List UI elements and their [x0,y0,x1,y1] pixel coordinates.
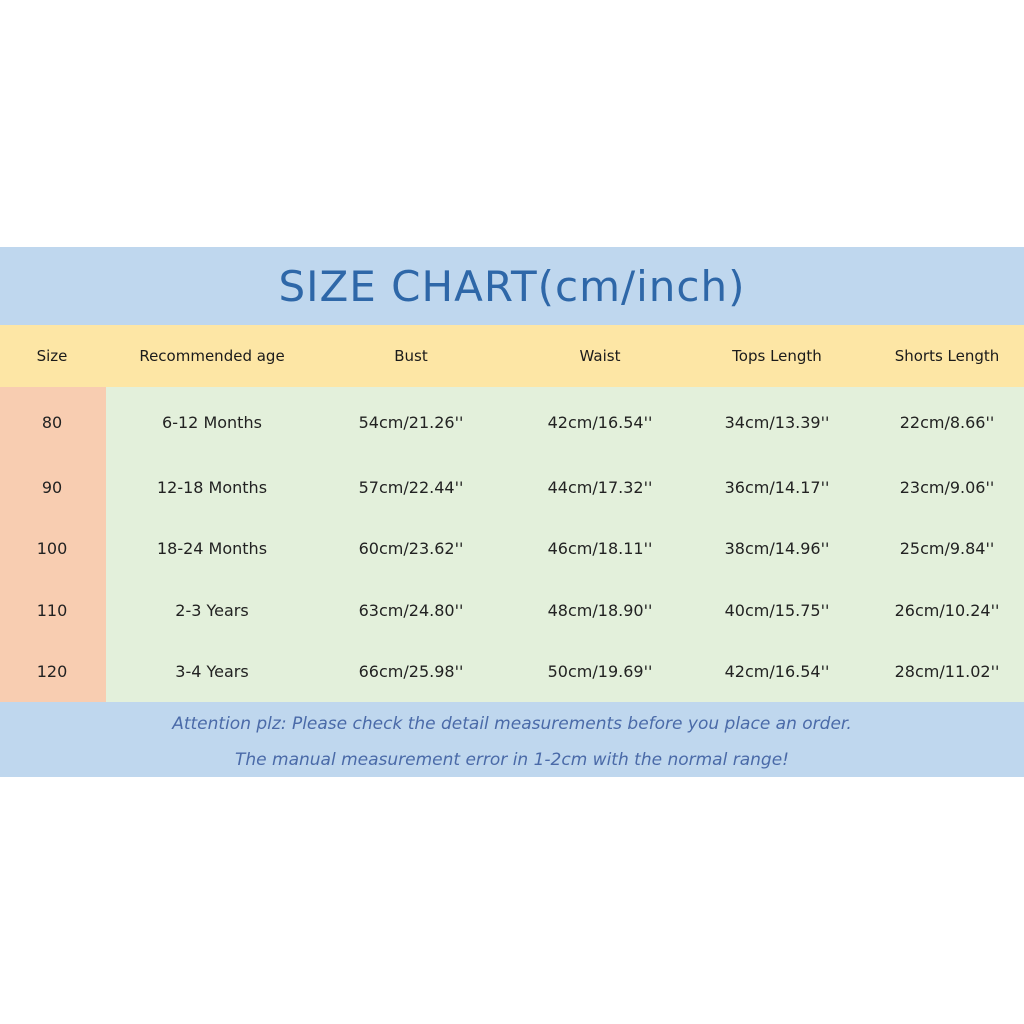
size-cell: 80 [41,412,63,432]
table-cell: 48cm/18.90'' [547,600,653,620]
table-cell: 36cm/14.17'' [724,477,830,497]
table-cell: 38cm/14.96'' [724,539,830,558]
table-cell: 60cm/23.62'' [358,539,464,558]
table-cell: 3-4 Years [175,661,249,681]
footer-notes [0,702,1024,777]
chart-title: SIZE CHART(cm/inch) [278,261,746,311]
column-header: Recommended age [139,347,285,365]
attention-note: Attention plz: Please check the detail measurements before you place an order. [172,714,852,734]
table-cell: 46cm/18.11'' [547,539,653,558]
column-header: Shorts Length [894,347,1000,365]
table-cell: 42cm/16.54'' [724,661,830,681]
table-cell: 28cm/11.02'' [894,661,1000,681]
size-chart [0,247,1024,777]
table-cell: 34cm/13.39'' [724,412,830,432]
size-cell: 110 [36,600,68,620]
size-cell: 90 [41,477,63,497]
table-cell: 50cm/19.69'' [547,661,653,681]
table-cell: 23cm/9.06'' [899,477,995,497]
table-cell: 6-12 Months [162,412,262,432]
table-cell: 18-24 Months [156,539,268,558]
column-header: Bust [394,347,428,365]
table-cell: 66cm/25.98'' [358,661,464,681]
table-cell: 44cm/17.32'' [547,477,653,497]
table-cell: 57cm/22.44'' [358,477,464,497]
error-note: The manual measurement error in 1-2cm with the normal range! [235,750,789,770]
table-cell: 25cm/9.84'' [899,539,995,558]
title-band [0,247,1024,325]
table-cell: 63cm/24.80'' [358,600,464,620]
size-cell: 100 [36,539,68,558]
table-cell: 40cm/15.75'' [724,600,830,620]
table-cell: 54cm/21.26'' [358,412,464,432]
column-header: Size [36,347,68,365]
table-cell: 42cm/16.54'' [547,412,653,432]
table-cell: 12-18 Months [156,477,268,497]
column-header: Tops Length [732,347,822,365]
size-cell: 120 [36,661,68,681]
table-cell: 26cm/10.24'' [894,600,1000,620]
table-cell: 22cm/8.66'' [899,412,995,432]
table-cell: 2-3 Years [175,600,249,620]
column-header: Waist [579,347,621,365]
